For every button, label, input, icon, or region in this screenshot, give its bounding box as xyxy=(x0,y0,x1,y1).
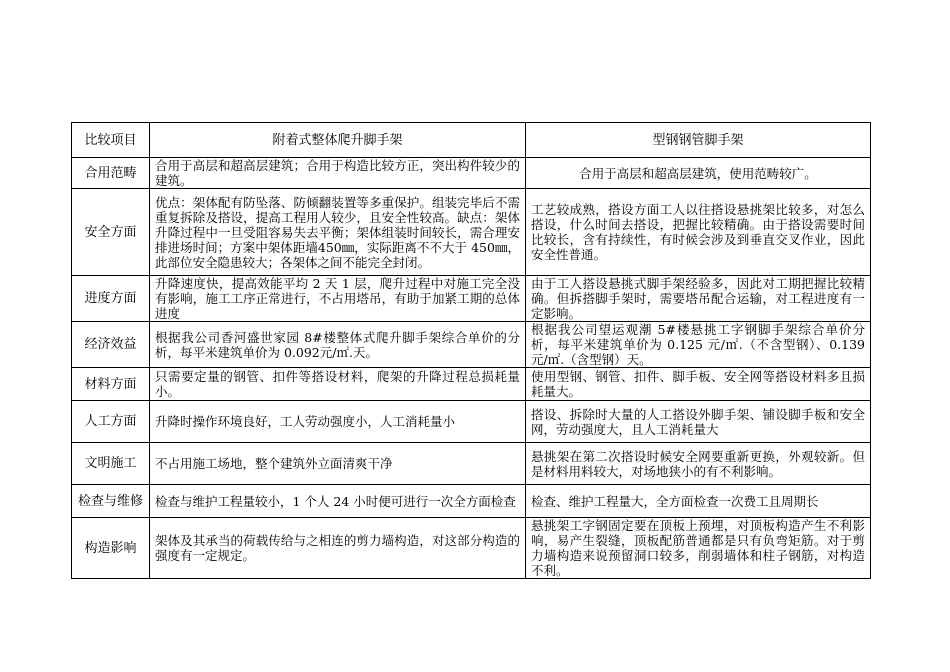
row-label: 检查与维修 xyxy=(72,485,150,518)
table-row xyxy=(72,368,871,401)
row-label: 构造影响 xyxy=(72,518,150,579)
row-label: 经济效益 xyxy=(72,322,150,368)
attached-cell: 升降速度快，提高效能平均 2 天 1 层，爬升过程中对施工完全没有影响，施工工序正常进行，不占用塔吊，有助于加紧工期的总体进度 xyxy=(150,276,526,322)
steel-cell: 悬挑架在第二次搭设时候安全网要重新更换，外观较新。但是材料用料较大，对场地狭小的有不利影响。 xyxy=(526,443,871,485)
row-label: 进度方面 xyxy=(72,276,150,322)
attached-cell: 架体及其承当的荷载传给与之相连的剪力墙构造，对这部分构造的强度有一定规定。 xyxy=(150,518,526,579)
steel-cell: 使用型钢、钢管、扣件、脚手板、安全网等搭设材料多且损耗量大。 xyxy=(526,368,871,401)
table-row xyxy=(72,518,871,579)
table-row xyxy=(72,485,871,518)
table-header-row xyxy=(72,123,871,158)
header-item: 比较项目 xyxy=(72,123,150,158)
steel-cell: 由于工人搭设悬挑式脚手架经验多，因此对工期把握比较精确。但拆搭脚手架时，需要塔吊配合运输，对工程进度有一定影响。 xyxy=(526,276,871,322)
header-attached-scaffold: 附着式整体爬升脚手架 xyxy=(150,123,526,158)
attached-cell: 优点：架体配有防坠落、防倾翻装置等多重保护。组装完毕后不需重复拆除及搭设，提高工程用人较少，且安全性较高。缺点：架体升降过程中一旦受阻容易失去平衡；架体组装时间较长，需合理安排进场时间；方案中架体距墙450㎜，实际距离不不大于 450㎜，此部位安全隐患较大；各架体之间不能完全封闭。 xyxy=(150,189,526,276)
header-steel-scaffold: 型钢钢管脚手架 xyxy=(526,123,871,158)
attached-cell: 升降时操作环境良好，工人劳动强度小，人工消耗量小 xyxy=(150,401,526,443)
table-row xyxy=(72,158,871,189)
row-label: 文明施工 xyxy=(72,443,150,485)
table-row xyxy=(72,189,871,276)
table-row xyxy=(72,401,871,443)
comparison-table xyxy=(71,122,871,579)
attached-cell: 检查与维护工程量较小，1 个人 24 小时便可进行一次全方面检查 xyxy=(150,485,526,518)
row-label: 人工方面 xyxy=(72,401,150,443)
steel-cell: 检查、维护工程量大，全方面检查一次费工且周期长 xyxy=(526,485,871,518)
table-row xyxy=(72,276,871,322)
table-row xyxy=(72,322,871,368)
row-label: 安全方面 xyxy=(72,189,150,276)
attached-cell: 只需要定量的钢管、扣件等搭设材料，爬架的升降过程总损耗量小。 xyxy=(150,368,526,401)
table-row xyxy=(72,443,871,485)
steel-cell: 悬挑架工字钢固定要在顶板上预埋，对顶板构造产生不利影响，易产生裂缝，顶板配筋普通都是只有负弯矩筋。对于剪力墙构造来说预留洞口较多，削弱墙体和柱子钢筋，对构造不利。 xyxy=(526,518,871,579)
steel-cell: 工艺较成熟，搭设方面工人以往搭设悬挑架比较多，对怎么搭设，什么时间去搭设，把握比较精确。由于搭设需要时间比较长，含有持续性，有时候会涉及到垂直交叉作业，因此安全性普通。 xyxy=(526,189,871,276)
row-label: 合用范畴 xyxy=(72,158,150,189)
row-label: 材料方面 xyxy=(72,368,150,401)
steel-cell: 根据我公司望运观潮 5#楼悬挑工字钢脚手架综合单价分析，每平米建筑单价为 0.125 元/㎡.（不含型钢）、0.139元/㎡.（含型钢）天。 xyxy=(526,322,871,368)
attached-cell: 不占用施工场地，整个建筑外立面清爽干净 xyxy=(150,443,526,485)
attached-cell: 根据我公司香河盛世家园 8#楼整体式爬升脚手架综合单价的分析，每平米建筑单价为 0.092元/㎡.天。 xyxy=(150,322,526,368)
steel-cell: 搭设、拆除时大量的人工搭设外脚手架、铺设脚手板和安全网，劳动强度大，且人工消耗量大 xyxy=(526,401,871,443)
attached-cell: 合用于高层和超高层建筑；合用于构造比较方正，突出构件较少的建筑。 xyxy=(150,158,526,189)
steel-cell: 合用于高层和超高层建筑，使用范畴较广。 xyxy=(526,158,871,189)
